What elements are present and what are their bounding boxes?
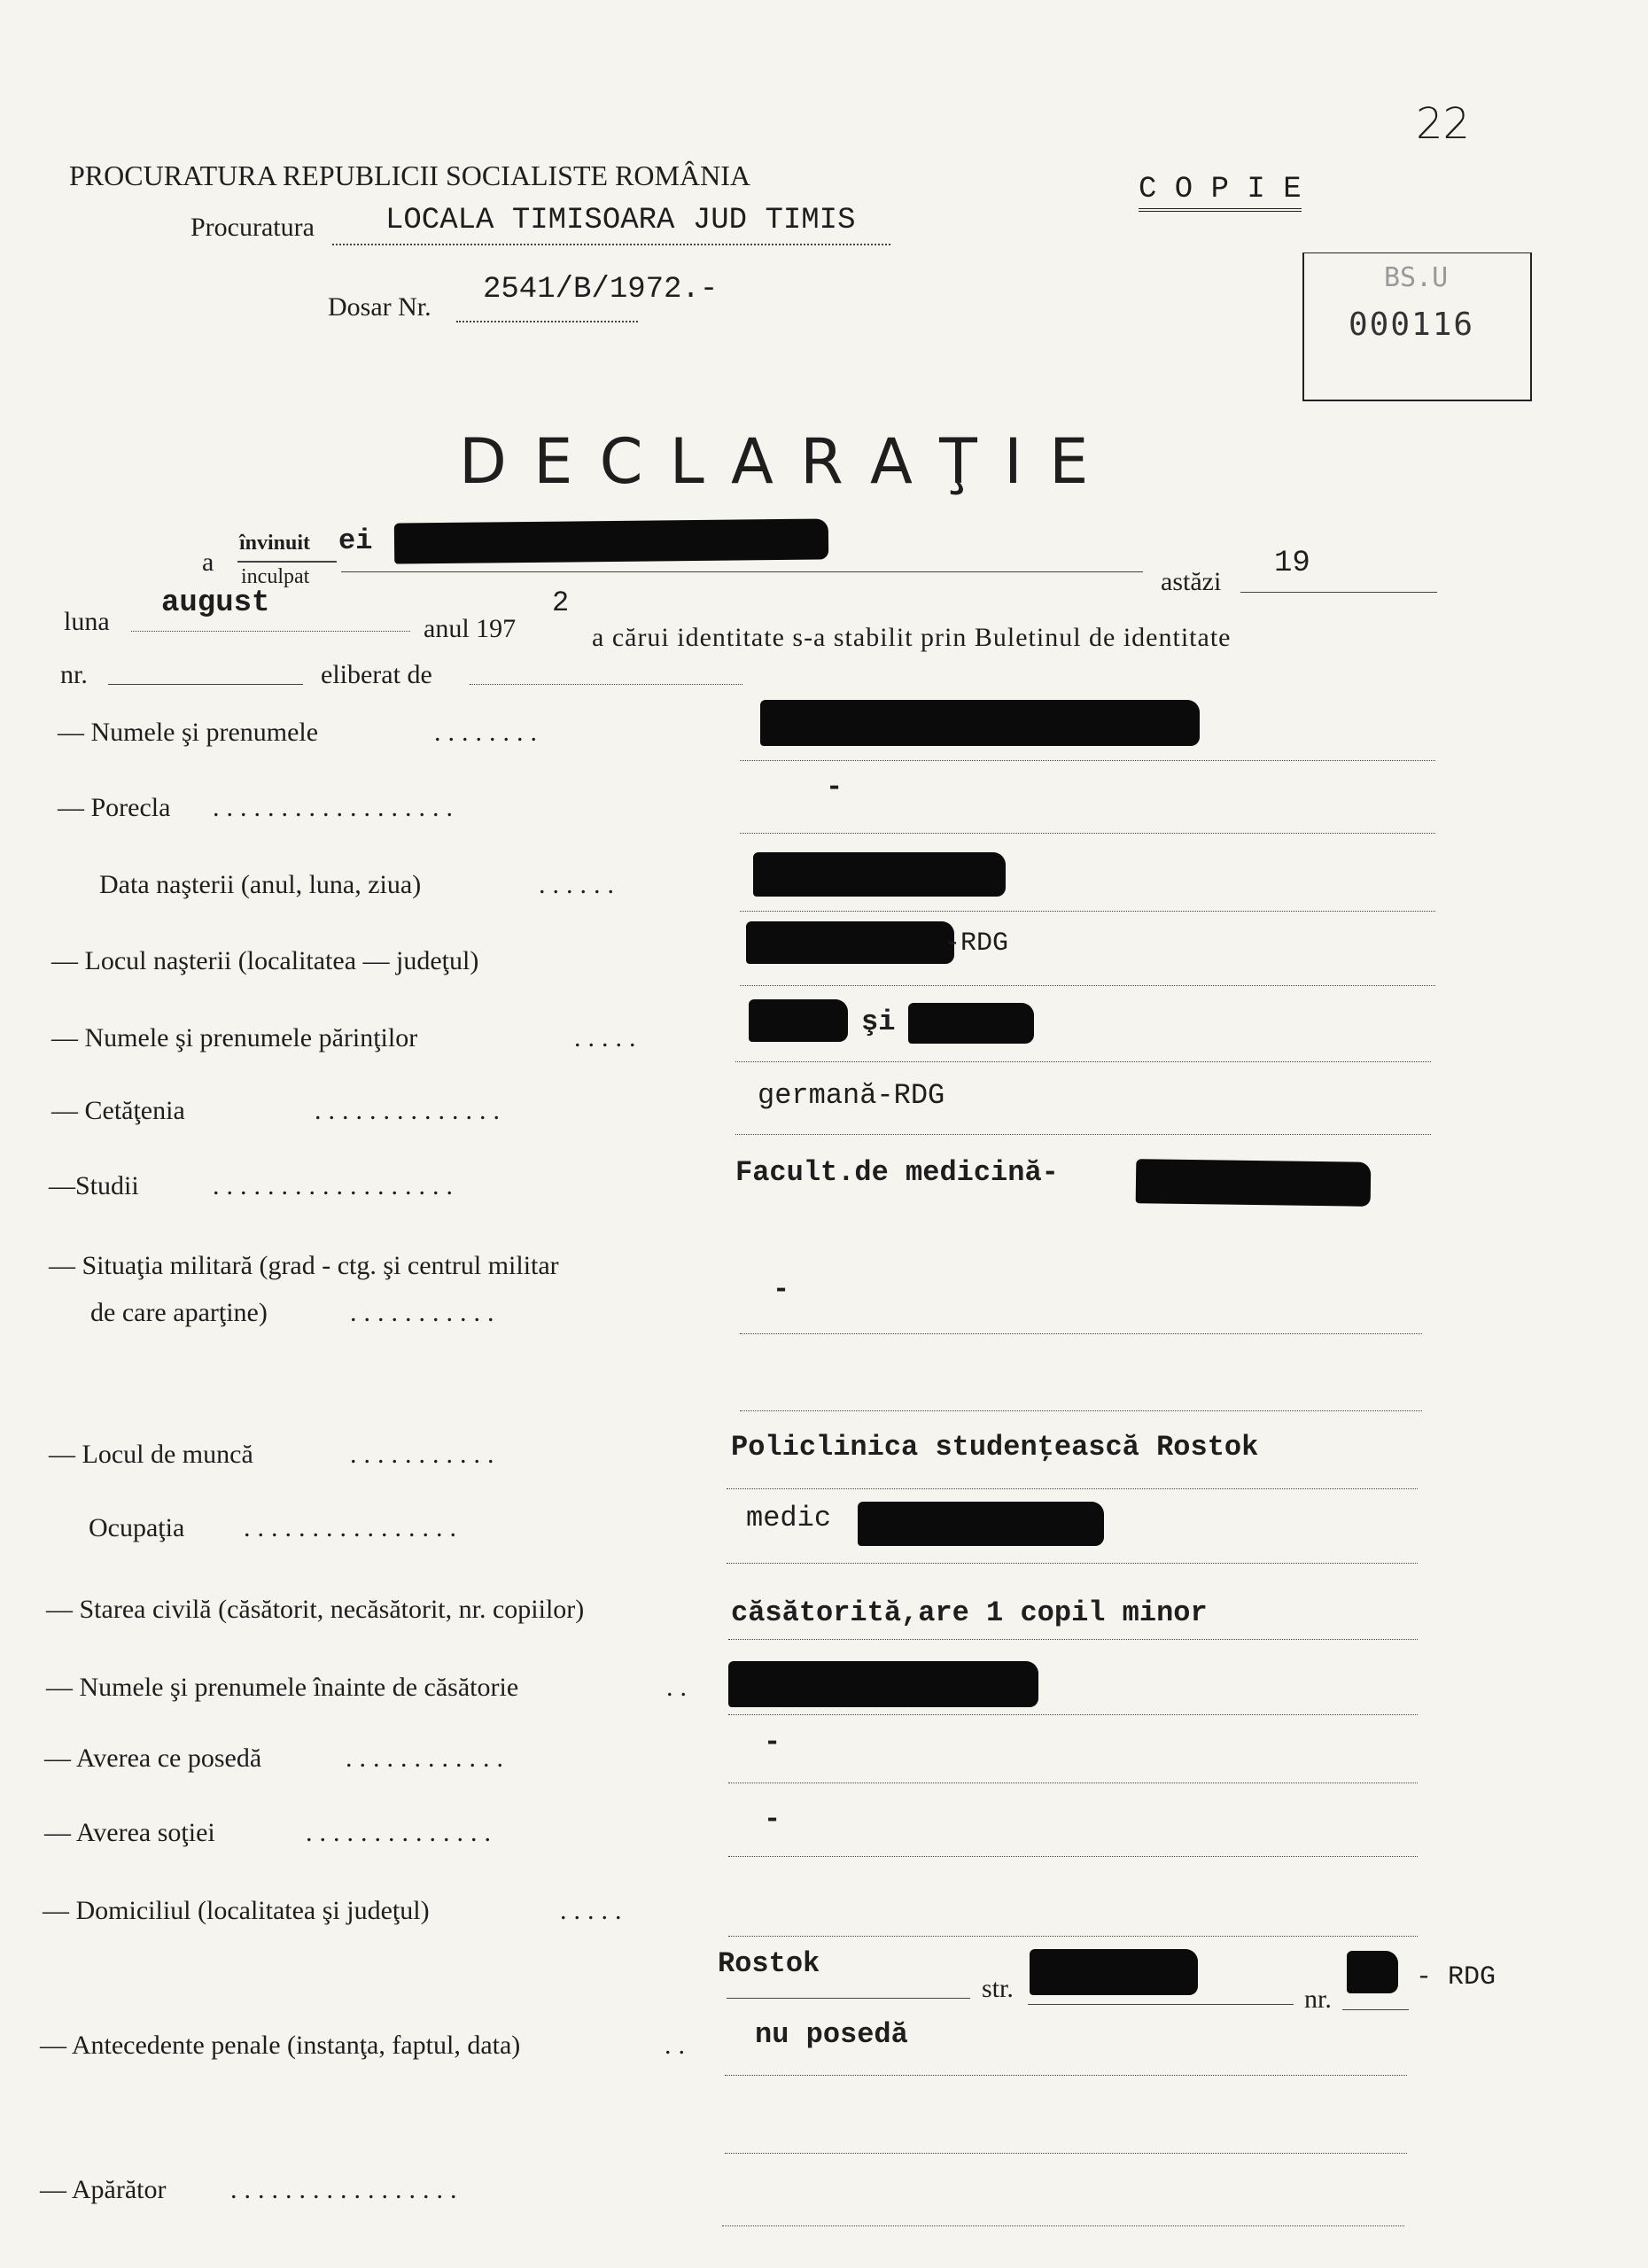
anul-label: anul 197 [424, 614, 517, 643]
parinti-label: — Numele şi prenumele părinţilor [51, 1023, 418, 1052]
luna-value: august [161, 586, 270, 620]
redacted-numar [1347, 1951, 1398, 1993]
averea-sotiei-dots: .............. [306, 1818, 498, 1847]
redacted-parinte-2 [908, 1003, 1034, 1044]
porecla-value: - [826, 771, 843, 804]
invinuit-label: învinuit [239, 532, 311, 555]
antecedente-value: nu posedă [755, 2018, 908, 2051]
procuratura-label: Procuratura [190, 213, 315, 242]
institution-header: PROCURATURA REPUBLICII SOCIALISTE ROMÂNIA [69, 159, 750, 191]
domiciliul-city: Rostok [718, 1947, 820, 1980]
domiciliul-label: — Domiciliul (localitatea şi judeţul) [43, 1896, 430, 1925]
ocupatia-line [727, 1563, 1418, 1564]
numele-inainte-dots: .. [666, 1673, 694, 1702]
astazi-value: 19 [1274, 547, 1310, 580]
nr-label: nr. [60, 660, 88, 689]
dosar-label: Dosar Nr. [328, 292, 431, 322]
antecedente-dots: .. [665, 2031, 692, 2060]
stamp-number: 000116 [1349, 307, 1475, 343]
studii-dots: .................. [213, 1171, 460, 1200]
ocupatia-label: Ocupaţia [89, 1513, 185, 1542]
averea-value: - [764, 1726, 781, 1759]
averea-dots: ............ [346, 1744, 510, 1773]
studii-value: Facult.de medicină- [735, 1156, 1059, 1189]
numele-label: — Numele şi prenumele [58, 718, 319, 747]
redacted-locul-nasterii [746, 921, 954, 964]
porecla-dots: .................. [213, 793, 460, 822]
situatia-militara-line [740, 1333, 1422, 1334]
antecedente-line2 [725, 2153, 1407, 2154]
antecedente-label: — Antecedente penale (instanţa, faptul, data) [40, 2031, 521, 2060]
numele-inainte-label: — Numele şi prenumele înainte de căsătorie [46, 1673, 519, 1702]
data-nasterii-label: Data naşterii (anul, luna, ziua) [99, 870, 422, 899]
cetatenia-dots: .............. [315, 1096, 507, 1125]
domiciliul-str-label: str. [982, 1974, 1014, 2003]
procuratura-value: LOCALA TIMISOARA JUD TIMIS [385, 204, 856, 237]
data-nasterii-dots: ...... [539, 870, 621, 899]
cetatenia-label: — Cetăţenia [51, 1096, 185, 1125]
antecedente-line [725, 2075, 1407, 2076]
redacted-ocupatia [858, 1502, 1104, 1546]
luna-label: luna [64, 607, 110, 636]
starea-civila-label: — Starea civilă (căsătorit, necăsătorit, nr. copiilor) [46, 1595, 585, 1624]
domiciliul-nr-label: nr. [1304, 1984, 1332, 2014]
intro-suffix: ei [338, 524, 373, 557]
aparator-label: — Apărător [40, 2175, 167, 2204]
astazi-label: astăzi [1161, 567, 1222, 596]
domiciliul-line [728, 1936, 1418, 1937]
parinti-dots: ..... [574, 1023, 643, 1052]
situatia-militara-label1: — Situaţia militară (grad - ctg. şi centrul militar [49, 1251, 559, 1280]
locul-de-munca-label: — Locul de muncă [49, 1440, 253, 1469]
numele-inainte-line [728, 1714, 1418, 1715]
parinti-value: şi [861, 1006, 896, 1038]
locul-de-munca-value: Policlinica studenţească Rostok [731, 1431, 1259, 1464]
identity-text: a cărui identitate s-a stabilit prin Buletinul de identitate [592, 623, 1232, 652]
anul-value: 2 [552, 586, 570, 619]
intro-name-line [341, 571, 1143, 572]
situatia-militara-value: - [773, 1273, 790, 1306]
archive-stamp [1302, 252, 1532, 401]
eliberat-line [470, 684, 742, 685]
locul-nasterii-label: — Locul naşterii (localitatea — judeţul) [51, 946, 479, 975]
cetatenia-value: germană-RDG [758, 1079, 945, 1112]
astazi-line [1240, 592, 1437, 593]
cetatenia-line [735, 1134, 1431, 1135]
redacted-parinte-1 [749, 999, 848, 1042]
redacted-studii [1136, 1159, 1372, 1207]
eliberat-label: eliberat de [321, 660, 432, 689]
fraction-line [237, 561, 337, 563]
starea-civila-value: căsătorită,are 1 copil minor [731, 1596, 1208, 1629]
redacted-name-1 [394, 518, 828, 563]
studii-label: —Studii [49, 1171, 139, 1200]
redacted-numele [760, 700, 1200, 746]
data-nasterii-line [740, 911, 1435, 912]
domiciliul-city-line [727, 1998, 970, 1999]
redacted-numele-inainte [728, 1661, 1038, 1707]
aparator-line [722, 2225, 1404, 2226]
intro-a: a [202, 548, 214, 577]
domiciliul-str-line [1028, 2004, 1294, 2005]
dosar-value: 2541/B/1972.- [483, 273, 719, 307]
porecla-line [740, 833, 1435, 834]
aparator-dots: ................. [230, 2175, 464, 2204]
locul-nasterii-value: -RDG [944, 928, 1009, 959]
situatia-militara-label2: de care aparţine) [90, 1298, 268, 1327]
redacted-strada [1030, 1949, 1198, 1995]
copie-label: C O P I E [1139, 173, 1302, 212]
domiciliul-dots: ..... [560, 1896, 629, 1925]
dosar-line [456, 321, 638, 322]
nr-line [108, 684, 303, 685]
parinti-line [735, 1061, 1431, 1062]
locul-de-munca-dots: ........... [350, 1440, 501, 1469]
averea-label: — Averea ce posedă [44, 1744, 262, 1773]
domiciliul-nr-line [1342, 2009, 1409, 2010]
ocupatia-value: medic [746, 1502, 832, 1534]
averea-sotiei-label: — Averea soţiei [44, 1818, 215, 1847]
situatia-militara-dots: ........... [350, 1298, 501, 1327]
procuratura-line [332, 244, 890, 245]
ocupatia-dots: ................ [244, 1513, 463, 1542]
starea-civila-line [728, 1639, 1418, 1640]
domiciliul-country: - RDG [1416, 1962, 1496, 1992]
stamp-top: BS.U [1384, 262, 1449, 293]
locul-de-munca-line [727, 1488, 1418, 1489]
locul-nasterii-line [740, 985, 1435, 986]
porecla-label: — Porecla [58, 793, 171, 822]
luna-line [131, 631, 410, 632]
redacted-data-nasterii [753, 852, 1006, 897]
situatia-militara-line2 [740, 1410, 1422, 1411]
averea-sotiei-line [728, 1856, 1418, 1857]
document-title: D E C L A R A Ţ I E [459, 425, 1092, 498]
page-number: 22 [1416, 99, 1471, 149]
inculpat-label: inculpat [241, 565, 310, 588]
numele-dots: ........ [434, 718, 544, 747]
averea-sotiei-value: - [764, 1803, 781, 1836]
numele-line [740, 760, 1435, 761]
